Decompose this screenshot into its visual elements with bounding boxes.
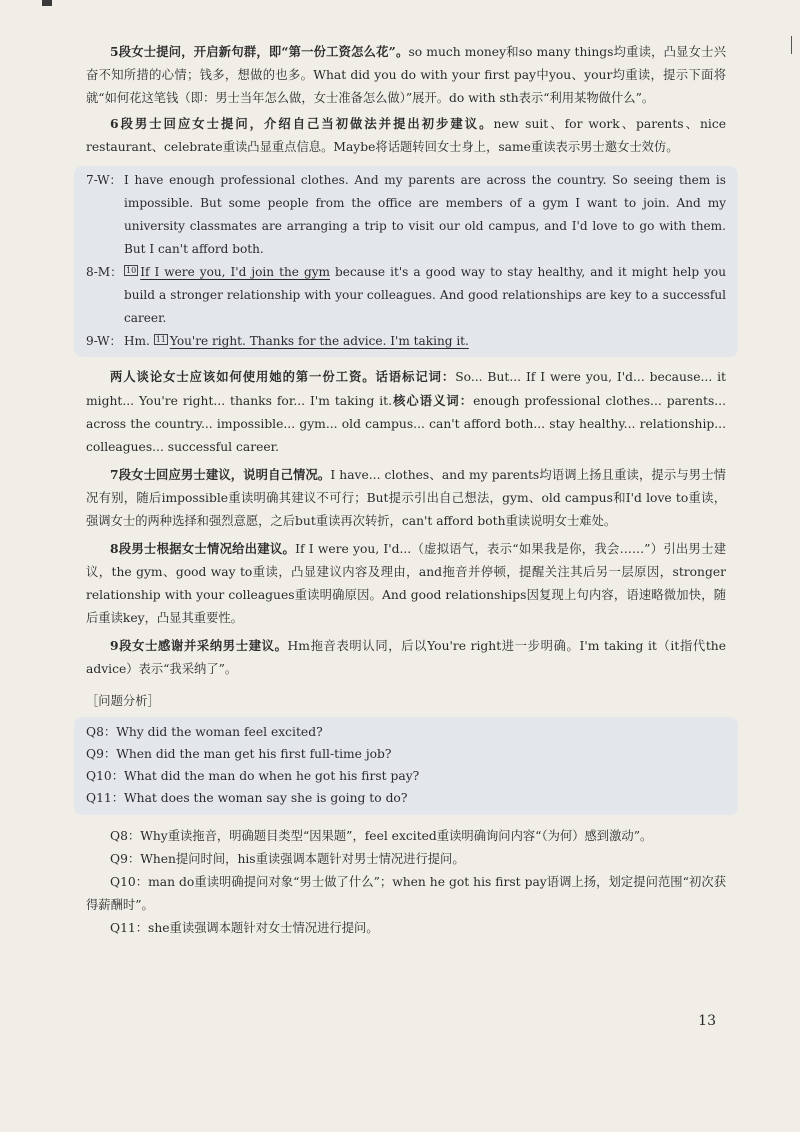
question-note: Q8：Why重读拖音，明确题目类型“因果题”，feel excited重读明确询问内容“（为何）感到激动”。 [110, 829, 653, 843]
page-content [86, 40, 726, 940]
question-note: Q10：man do重读明确提问对象“男士做了什么”；when he got his first pay语调上扬，划定提问范围“初次获得薪酬时”。 [86, 875, 726, 912]
summary-paragraph [86, 365, 726, 459]
paragraph-5-body: so much money和so many things均重读，凸显女士兴奋不知所措的心情；钱多，想做的也多。What did you do with your first pay中you、your均重读，提示下面将就“如何花这笔钱（即：男士当年怎么做，女士准备怎么做）”展开。do with sth表示“利用某物做什么”。 [86, 45, 726, 105]
paragraph-5 [86, 40, 726, 110]
utterance-text: I have enough professional clothes. And my parents are across the country. So seeing them is impossible. But some people from the office are members of a gym I want to join. And my university classmates are arranging a trip to visit our old campus, and I'd love to go with them. But I can't afford both. [124, 173, 726, 256]
question-item: Q10：What did the man do when he got his first pay? [86, 769, 420, 783]
question-note: Q9：When提问时间，his重读强调本题针对男士情况进行提问。 [110, 852, 465, 866]
speaker-label: 9-W： [86, 334, 122, 348]
question-analysis-heading: ［问题分析］ [86, 694, 160, 708]
utterance-prefix: Hm. [124, 334, 154, 348]
paragraph-6-body: new suit、for work、parents、nice restaurant、celebrate重读凸显重点信息。Maybe将话题转回女士身上，same重读表示男士邀女士效仿。 [86, 117, 726, 154]
paragraph-9 [86, 634, 726, 681]
paragraph-9-body: Hm拖音表明认同，后以You're right进一步明确。I'm taking it（it指代the advice）表示“我采纳了”。 [86, 639, 726, 676]
dialogue-line [86, 169, 726, 261]
paragraph-7-body: I have... clothes、and my parents均语调上扬且重读，提示与男士情况有别，随后impossible重读明确其建议不可行；But提示引出自己想法，gym、old campus和I'd love to重读，强调女士的两种选择和强烈意愿，之后but重读再次转折，can't afford both重读说明女士难处。 [86, 468, 726, 528]
core-words-text: enough professional clothes... parents... across the country... impossible... gym... old campus... can't afford both... stay healthy... relationship... colleagues... successful career. [86, 394, 726, 454]
question-note: Q11：she重读强调本题针对女士情况进行提问。 [110, 921, 379, 935]
paragraph-6-lead: 6段男士回应女士提问，介绍自己当初做法并提出初步建议。 [110, 116, 494, 131]
question-marker: 11 [155, 335, 166, 344]
underlined-key-sentence: You're right. Thanks for the advice. I'm taking it. [169, 334, 469, 348]
paragraph-8 [86, 537, 726, 630]
speaker-label: 8-M： [86, 265, 123, 279]
utterance-text: because it's a good way to stay healthy, and it might help you build a stronger relationship with your colleagues. And good relationships are key to a successful career. [124, 265, 726, 325]
paragraph-7-lead: 7段女士回应男士建议，说明自己情况。 [110, 467, 331, 482]
question-item: Q8：Why did the woman feel excited? [86, 725, 323, 739]
paragraph-6 [86, 112, 726, 159]
markers-label: 话语标记词： [375, 369, 456, 384]
paragraph-8-body: If I were you, I'd...（虚拟语气，表示“如果我是你，我会……”）引出男士建议，the gym、good way to重读，凸显建议内容及理由，and拖音并停顿，提醒关注其后另一层原因，stronger relationship with your colleagues重读明确原因。And good relationships因复现上句内容，语速略微加快，随后重读key，凸显其重要性。 [86, 542, 727, 625]
markers-text: So... But... If I were you, I'd... because... it might... You're right... thanks for... I'm taking it. [86, 370, 726, 408]
scan-edge-mark [791, 36, 792, 54]
paragraph-9-lead: 9段女士感谢并采纳男士建议。 [110, 638, 288, 653]
scan-corner-mark [42, 0, 52, 6]
question-marker: 10 [126, 266, 137, 275]
page-number: 13 [698, 1013, 716, 1029]
dialogue-line [86, 261, 726, 330]
summary-lead: 两人谈论女士应该如何使用她的第一份工资。 [110, 369, 376, 384]
underlined-key-sentence: If I were you, I'd join the gym [140, 265, 331, 279]
questions-box [74, 717, 738, 815]
dialogue-box [74, 166, 738, 357]
paragraph-5-lead: 5段女士提问，开启新句群，即“第一份工资怎么花”。 [110, 44, 409, 59]
utterance [124, 261, 726, 330]
speaker-label: 7-W： [86, 173, 122, 187]
dialogue-line [86, 330, 726, 353]
question-item: Q11：What does the woman say she is going to do? [86, 791, 408, 805]
paragraph-7 [86, 463, 726, 533]
core-words-label: 核心语义词： [392, 393, 474, 408]
question-item: Q9：When did the man get his first full-time job? [86, 747, 392, 761]
utterance [124, 330, 726, 353]
paragraph-8-lead: 8段男士根据女士情况给出建议。 [110, 541, 296, 556]
